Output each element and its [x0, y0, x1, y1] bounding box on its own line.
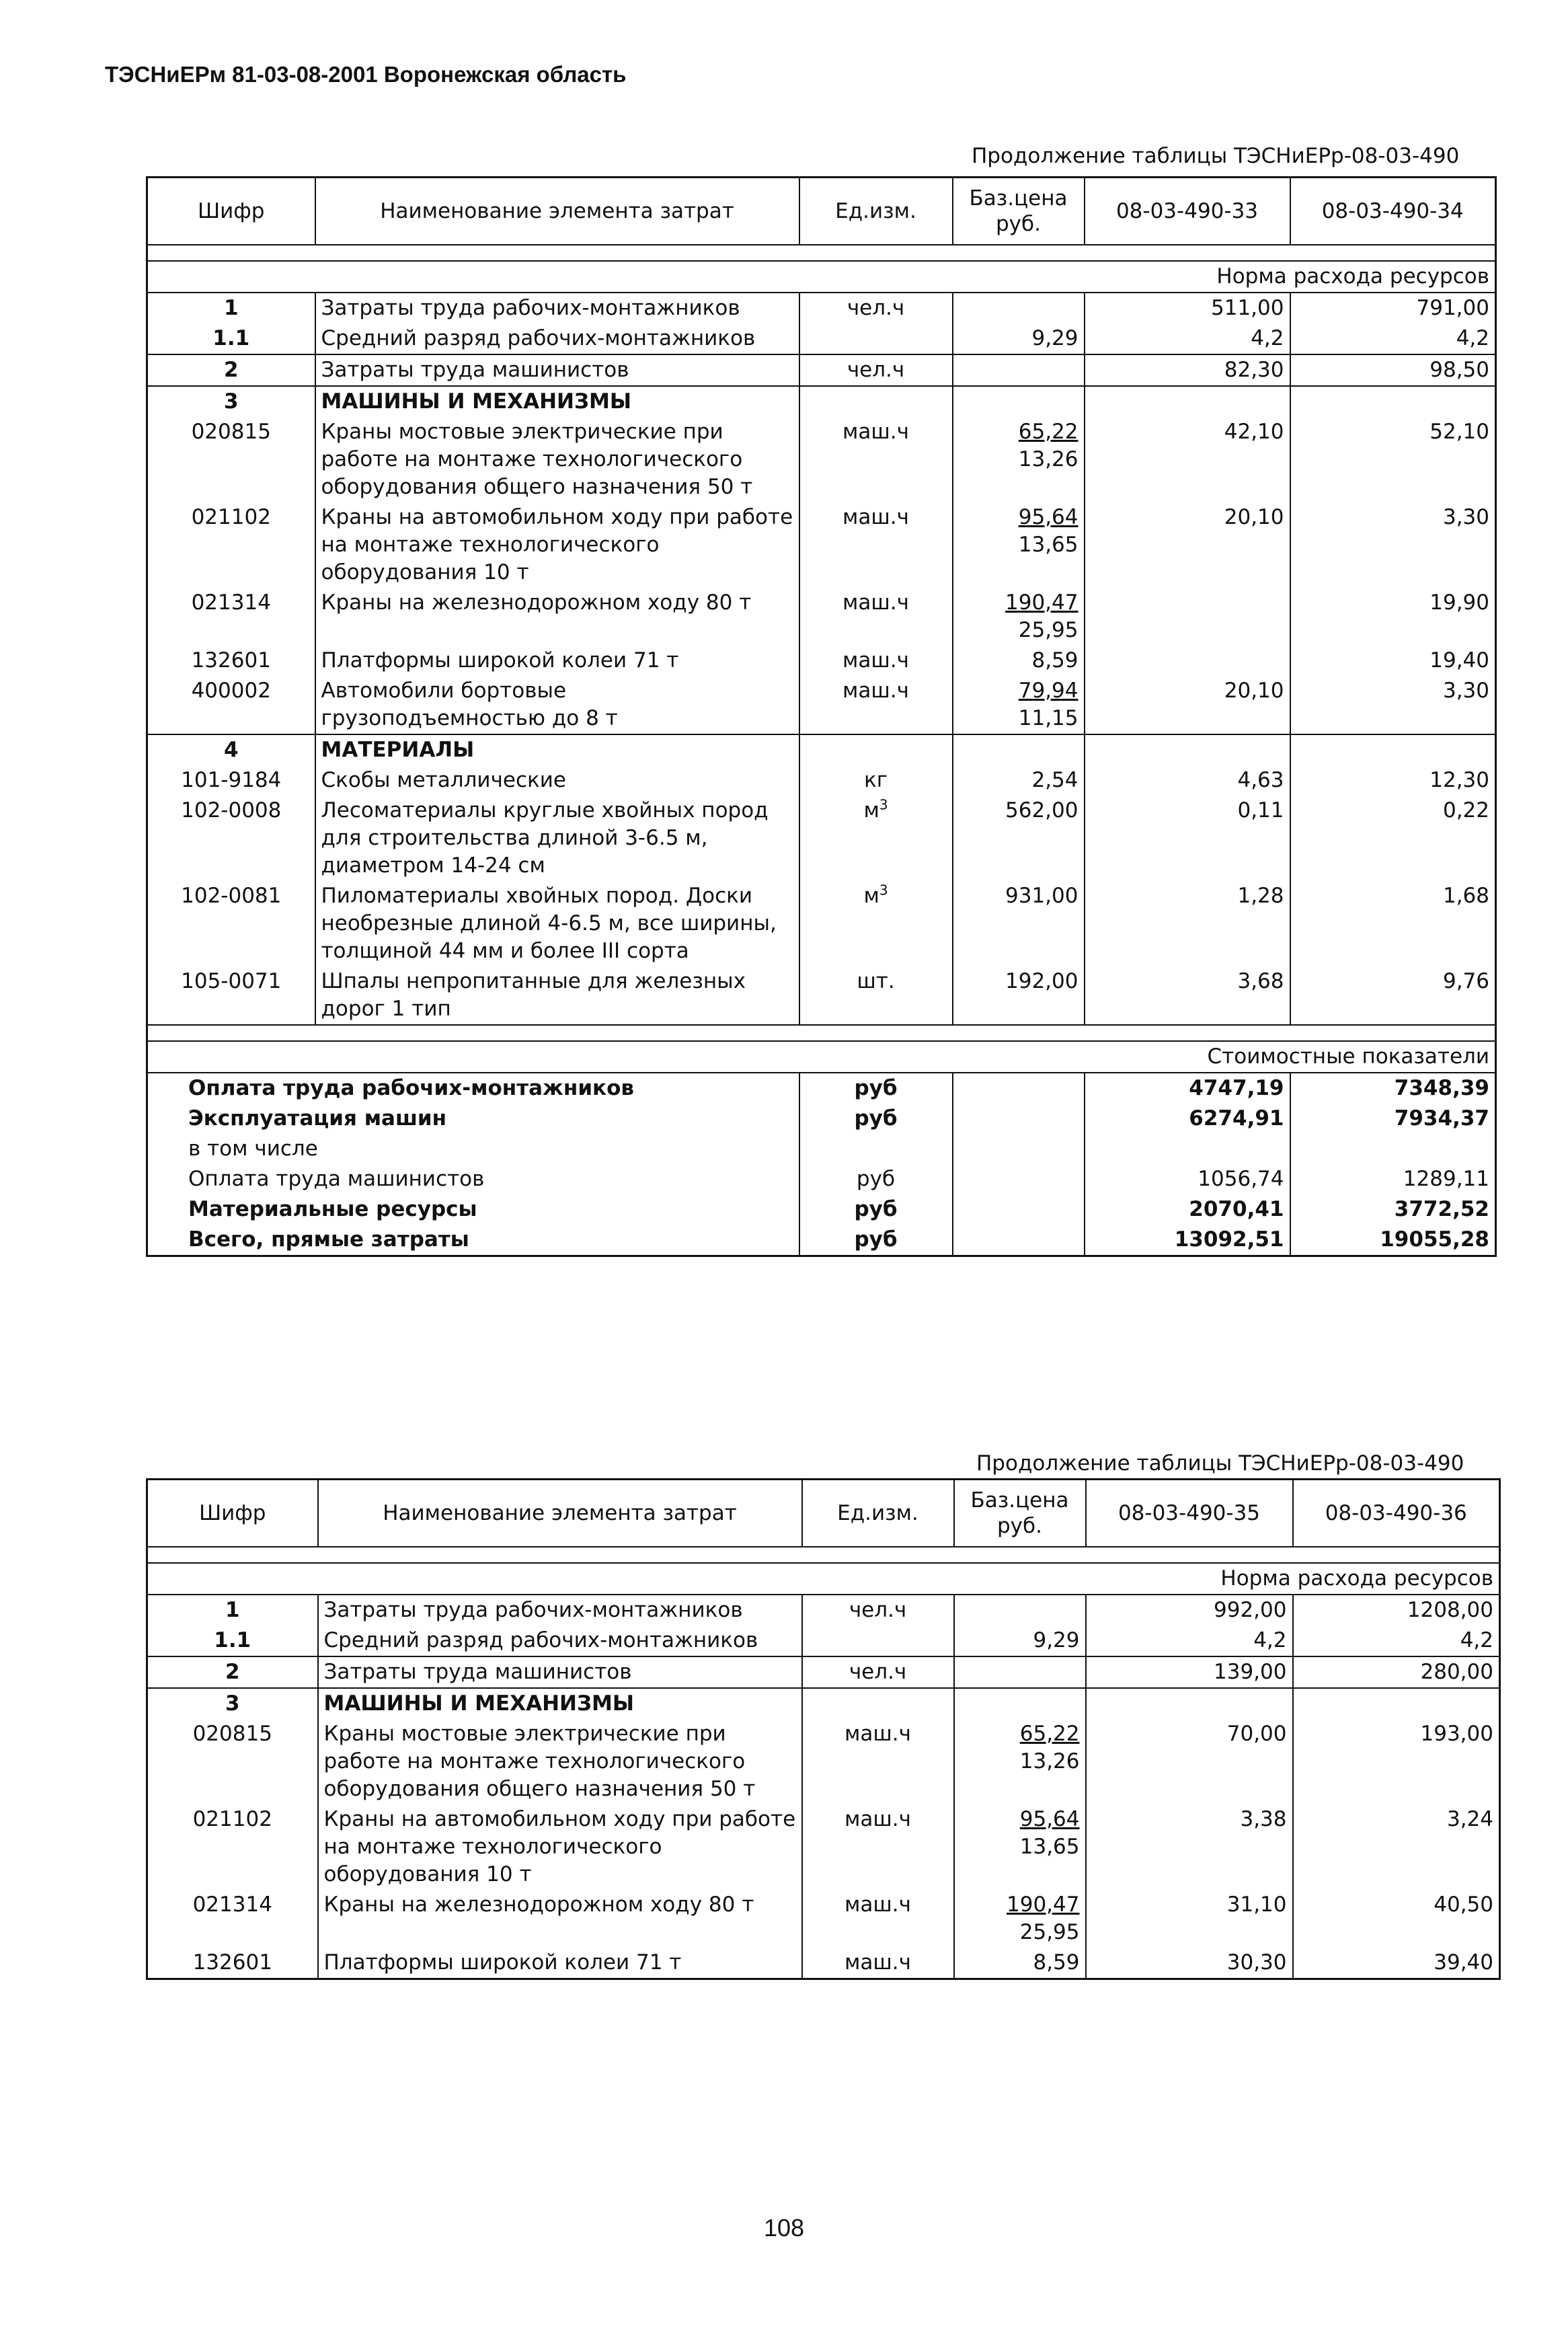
- row-name: Краны мостовые электрические при работе на монтаже технологического оборудования общего назначения 50 т: [315, 417, 799, 502]
- row-name: Скобы металлические: [315, 765, 799, 796]
- table-row: [147, 417, 1496, 502]
- cost-value-1: 2070,41: [1085, 1194, 1290, 1225]
- base-price: 65,22: [1018, 419, 1079, 444]
- row-unit: чел.ч: [847, 357, 905, 382]
- cost-value-1: [1085, 1134, 1290, 1164]
- page-number: 108: [763, 2214, 805, 2242]
- cost-section-label: Стоимостные показатели: [147, 1041, 1496, 1073]
- table-row: [147, 323, 1496, 354]
- row-value-1: 20,10: [1085, 502, 1290, 588]
- table-row: [147, 1656, 1500, 1688]
- row-value-2: 39,40: [1434, 1950, 1493, 1975]
- row-value-1: 4,2: [1085, 323, 1290, 354]
- row-unit: $м^3$: [863, 882, 888, 908]
- col-header-name: Наименование элемента затрат: [318, 1480, 802, 1547]
- table-row: [147, 354, 1496, 386]
- table-row: [147, 1719, 1500, 1804]
- base-price: 8,59: [1031, 648, 1079, 673]
- table-row: [147, 881, 1496, 966]
- norma-section-label: Норма расхода ресурсов: [147, 1563, 1500, 1595]
- row-value-2: [1290, 734, 1496, 765]
- cost-row: [147, 1194, 1496, 1225]
- row-name: Затраты труда машинистов: [315, 354, 799, 386]
- row-value-1: 70,00: [1086, 1719, 1293, 1804]
- cost-row: [147, 1164, 1496, 1194]
- cost-unit: руб: [799, 1225, 953, 1256]
- row-unit: маш.ч: [842, 678, 909, 703]
- document-title: ТЭСНиЕРм 81-03-08-2001 Воронежская область: [105, 62, 627, 87]
- cost-name: в том числе: [147, 1134, 799, 1164]
- col-header-unit: Ед.изм.: [799, 178, 953, 245]
- row-name: МАШИНЫ И МЕХАНИЗМЫ: [315, 386, 799, 417]
- row-value-2: 1,68: [1442, 883, 1489, 908]
- row-value-1: 20,10: [1085, 676, 1290, 734]
- row-value-2: 791,00: [1416, 295, 1489, 320]
- cost-value-1: 13092,51: [1085, 1225, 1290, 1256]
- row-unit: маш.ч: [845, 1806, 911, 1831]
- row-value-1: 992,00: [1086, 1595, 1293, 1626]
- row-value-2: 0,22: [1442, 798, 1489, 823]
- row-unit: маш.ч: [842, 419, 909, 444]
- row-code: 1.1: [147, 323, 315, 354]
- row-value-2: 52,10: [1429, 419, 1489, 444]
- col-header-norm-35: 08-03-490-35: [1086, 1480, 1293, 1547]
- cost-row: [147, 1225, 1496, 1256]
- row-value-1: [1085, 588, 1290, 646]
- col-header-norm-34: 08-03-490-34: [1290, 178, 1496, 245]
- table-row: [147, 1688, 1500, 1719]
- base-price-operator-wage: 25,95: [1018, 617, 1079, 642]
- row-code: 132601: [147, 646, 315, 676]
- row-name: Автомобили бортовые грузоподъемностью до 8 т: [315, 676, 799, 734]
- row-value-1: [1085, 734, 1290, 765]
- base-price: 8,59: [1033, 1950, 1080, 1975]
- table1-header-row: [147, 178, 1496, 245]
- table-row: [147, 1948, 1500, 1979]
- row-value-2: [1293, 1688, 1500, 1719]
- cost-value-2: 3772,52: [1394, 1196, 1489, 1221]
- table1-continuation-caption: Продолжение таблицы ТЭСНиЕРр-08-03-490: [972, 144, 1460, 168]
- resource-table-1: [146, 176, 1497, 1257]
- row-name: Краны на железнодорожном ходу 80 т: [315, 588, 799, 646]
- row-name: Платформы широкой колеи 71 т: [315, 646, 799, 676]
- table2-header-row: [147, 1480, 1500, 1547]
- cost-value-1: 1056,74: [1085, 1164, 1290, 1194]
- row-unit: маш.ч: [842, 590, 909, 615]
- row-value-2: 4,2: [1456, 326, 1489, 350]
- row-code: 021314: [147, 588, 315, 646]
- row-value-1: 1,28: [1085, 881, 1290, 966]
- cost-value-2: 19055,28: [1380, 1227, 1489, 1252]
- row-code: 020815: [147, 1719, 318, 1804]
- row-name: Пиломатериалы хвойных пород. Доски необрезные длиной 4-6.5 м, все ширины, толщиной 44 мм и более III сорта: [315, 881, 799, 966]
- row-value-2: 4,2: [1460, 1628, 1493, 1652]
- cost-row: [147, 1134, 1496, 1164]
- row-value-2: 19,40: [1429, 648, 1489, 673]
- table2-body: [147, 1547, 1500, 1979]
- base-price: 79,94: [1018, 678, 1079, 703]
- table-row: [147, 734, 1496, 765]
- table-row: [147, 1890, 1500, 1948]
- base-price: 192,00: [1005, 968, 1079, 993]
- row-value-1: 82,30: [1085, 354, 1290, 386]
- row-value-1: 4,2: [1086, 1626, 1293, 1656]
- base-price-operator-wage: 25,95: [1019, 1919, 1080, 1944]
- col-header-code: Шифр: [147, 1480, 318, 1547]
- base-price: 2,54: [1031, 767, 1079, 792]
- row-value-2: 193,00: [1420, 1721, 1493, 1746]
- cost-value-2: [1290, 1134, 1496, 1164]
- row-value-2: 19,90: [1429, 590, 1489, 615]
- table-row: [147, 293, 1496, 323]
- row-unit: маш.ч: [845, 1892, 911, 1917]
- row-value-2: 3,30: [1442, 678, 1489, 703]
- col-header-unit: Ед.изм.: [802, 1480, 954, 1547]
- cost-unit: [799, 1134, 953, 1164]
- row-value-1: 0,11: [1085, 796, 1290, 881]
- norma-section-label: Норма расхода ресурсов: [147, 261, 1496, 293]
- row-code: 105-0071: [147, 966, 315, 1025]
- table-row: [147, 1626, 1500, 1656]
- col-header-price: Баз.цена руб.: [954, 1480, 1086, 1547]
- cost-row: [147, 1104, 1496, 1134]
- base-price-operator-wage: 13,65: [1019, 1834, 1080, 1859]
- row-unit: маш.ч: [842, 504, 909, 529]
- row-value-1: 3,68: [1085, 966, 1290, 1025]
- row-unit: маш.ч: [845, 1950, 911, 1975]
- row-name: Затраты труда рабочих-монтажников: [315, 293, 799, 323]
- col-header-norm-33: 08-03-490-33: [1085, 178, 1290, 245]
- cost-value-2: 7934,37: [1394, 1106, 1489, 1131]
- row-value-2: 98,50: [1290, 354, 1496, 386]
- row-name: Шпалы непропитанные для железных дорог 1 тип: [315, 966, 799, 1025]
- cost-name: Оплата труда машинистов: [147, 1164, 799, 1194]
- row-code: 2: [147, 1656, 318, 1688]
- row-value-1: 511,00: [1085, 293, 1290, 323]
- row-value-1: 4,63: [1085, 765, 1290, 796]
- row-code: 3: [147, 1688, 318, 1719]
- row-value-2: 280,00: [1293, 1656, 1500, 1688]
- row-unit: чел.ч: [849, 1659, 907, 1684]
- row-code: 020815: [147, 417, 315, 502]
- row-unit: чел.ч: [849, 1597, 907, 1622]
- table1-costs: [147, 1025, 1496, 1073]
- base-price: 95,64: [1019, 1806, 1080, 1831]
- table1-cost-rows: [147, 1073, 1496, 1256]
- cost-name: Эксплуатация машин: [147, 1104, 799, 1134]
- table-row: [147, 966, 1496, 1025]
- table2-continuation-caption: Продолжение таблицы ТЭСНиЕРр-08-03-490: [976, 1451, 1464, 1476]
- cost-unit: руб: [799, 1164, 953, 1194]
- table-row: [147, 502, 1496, 588]
- row-value-1: 30,30: [1086, 1948, 1293, 1979]
- row-name: Средний разряд рабочих-монтажников: [318, 1626, 802, 1656]
- resource-table-2: [146, 1478, 1501, 1980]
- row-value-2: 9,76: [1442, 968, 1489, 993]
- base-price: 190,47: [1005, 590, 1079, 615]
- row-name: Краны на автомобильном ходу при работе на монтаже технологического оборудования 10 т: [318, 1804, 802, 1890]
- cost-value-1: 6274,91: [1085, 1104, 1290, 1134]
- row-code: 102-0081: [147, 881, 315, 966]
- row-name: Лесоматериалы круглые хвойных пород для строительства длиной 3-6.5 м, диаметром 14-24 см: [315, 796, 799, 881]
- cost-row: [147, 1073, 1496, 1104]
- table1-body: [147, 245, 1496, 1025]
- table-row: [147, 1595, 1500, 1626]
- row-value-1: 31,10: [1086, 1890, 1293, 1948]
- row-unit: кг: [863, 767, 888, 792]
- base-price-operator-wage: 13,26: [1018, 447, 1079, 471]
- base-price-operator-wage: 11,15: [1018, 705, 1079, 730]
- row-name: Средний разряд рабочих-монтажников: [315, 323, 799, 354]
- base-price: 9,29: [1033, 1628, 1080, 1652]
- row-code: 101-9184: [147, 765, 315, 796]
- row-value-2: 3,24: [1446, 1806, 1493, 1831]
- row-value-1: [1086, 1688, 1293, 1719]
- base-price: 95,64: [1018, 504, 1079, 529]
- base-price: 931,00: [1005, 883, 1079, 908]
- row-value-2: 12,30: [1429, 767, 1489, 792]
- cost-name: Всего, прямые затраты: [147, 1225, 799, 1256]
- base-price-operator-wage: 13,65: [1018, 532, 1079, 557]
- row-value-2: [1290, 386, 1496, 417]
- table-row: [147, 765, 1496, 796]
- row-value-1: [1085, 646, 1290, 676]
- cost-value-1: 4747,19: [1085, 1073, 1290, 1104]
- col-header-norm-36: 08-03-490-36: [1293, 1480, 1500, 1547]
- row-code: 3: [147, 386, 315, 417]
- table-row: [147, 676, 1496, 734]
- base-price-operator-wage: 13,26: [1019, 1749, 1080, 1773]
- row-code: 1.1: [147, 1626, 318, 1656]
- col-header-code: Шифр: [147, 178, 315, 245]
- row-code: 132601: [147, 1948, 318, 1979]
- row-value-1: [1085, 386, 1290, 417]
- row-value-2: 3,30: [1442, 504, 1489, 529]
- row-value-2: 40,50: [1434, 1892, 1493, 1917]
- cost-name: Оплата труда рабочих-монтажников: [147, 1073, 799, 1104]
- cost-unit: руб: [799, 1104, 953, 1134]
- cost-name: Материальные ресурсы: [147, 1194, 799, 1225]
- cost-unit: руб: [799, 1073, 953, 1104]
- row-name: Затраты труда машинистов: [318, 1656, 802, 1688]
- cost-value-2: 1289,11: [1403, 1166, 1489, 1191]
- cost-unit: руб: [799, 1194, 953, 1225]
- row-code: 2: [147, 354, 315, 386]
- table-row: [147, 796, 1496, 881]
- table-row: [147, 1804, 1500, 1890]
- col-header-price: Баз.цена руб.: [953, 178, 1085, 245]
- row-unit: маш.ч: [842, 648, 909, 673]
- row-code: 4: [147, 734, 315, 765]
- base-price: 562,00: [1005, 798, 1079, 823]
- row-unit: чел.ч: [847, 295, 905, 320]
- row-code: 1: [147, 1595, 318, 1626]
- table-row: [147, 646, 1496, 676]
- table-row: [147, 588, 1496, 646]
- row-value-1: 139,00: [1086, 1656, 1293, 1688]
- row-unit: шт.: [857, 968, 895, 993]
- row-code: 400002: [147, 676, 315, 734]
- row-value-1: 42,10: [1085, 417, 1290, 502]
- row-value-2: 1208,00: [1407, 1597, 1493, 1622]
- base-price: 9,29: [1031, 326, 1079, 350]
- row-name: Краны на автомобильном ходу при работе на монтаже технологического оборудования 10 т: [315, 502, 799, 588]
- cost-value-2: 7348,39: [1394, 1075, 1489, 1100]
- row-unit: маш.ч: [845, 1721, 911, 1746]
- base-price: 190,47: [1007, 1892, 1080, 1917]
- row-name: МАТЕРИАЛЫ: [315, 734, 799, 765]
- row-name: Платформы широкой колеи 71 т: [318, 1948, 802, 1979]
- row-code: 021102: [147, 502, 315, 588]
- row-unit: $м^3$: [863, 796, 888, 823]
- row-code: 021102: [147, 1804, 318, 1890]
- row-code: 1: [147, 293, 315, 323]
- row-name: Краны мостовые электрические при работе на монтаже технологического оборудования общего назначения 50 т: [318, 1719, 802, 1804]
- base-price: 65,22: [1019, 1721, 1080, 1746]
- row-value-1: 3,38: [1086, 1804, 1293, 1890]
- row-name: Краны на железнодорожном ходу 80 т: [318, 1890, 802, 1948]
- table-row: [147, 386, 1496, 417]
- row-code: 102-0008: [147, 796, 315, 881]
- row-name: Затраты труда рабочих-монтажников: [318, 1595, 802, 1626]
- row-name: МАШИНЫ И МЕХАНИЗМЫ: [318, 1688, 802, 1719]
- col-header-name: Наименование элемента затрат: [315, 178, 799, 245]
- row-code: 021314: [147, 1890, 318, 1948]
